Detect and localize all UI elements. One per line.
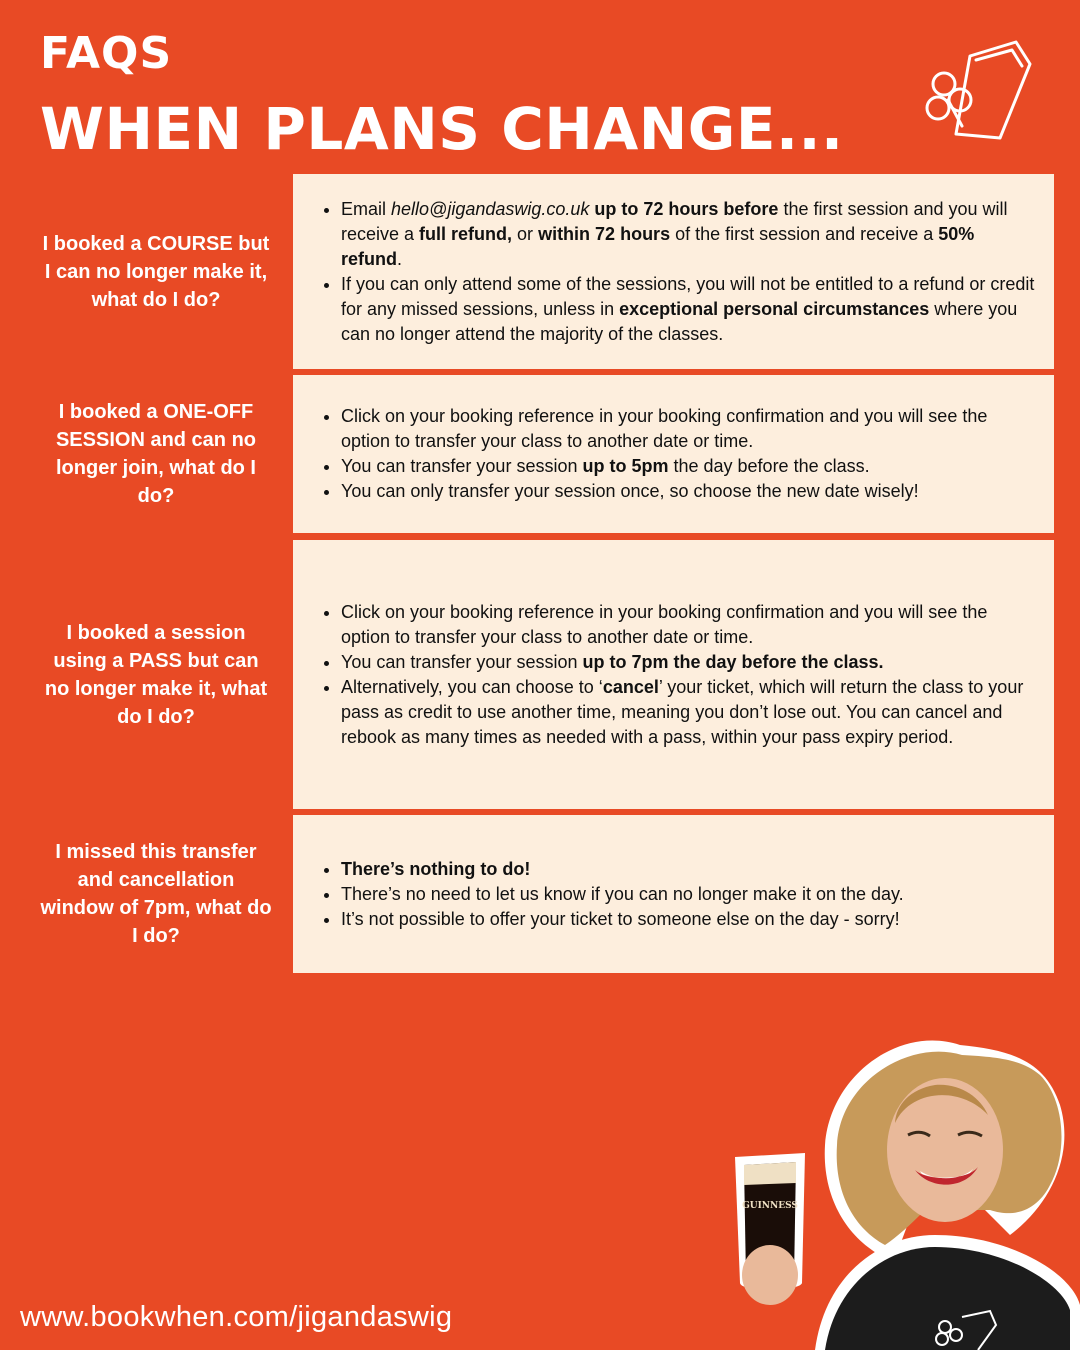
faq-answer-course: [293, 174, 1054, 369]
faq-question-pass: I booked a session using a PASS but can no longer make it, what do I do?: [44, 621, 268, 728]
photo-woman-with-pint: [730, 1005, 1080, 1350]
body-text: ’ your ticket, which will return the class to your pass as credit to use another time, meaning you don’t lose out. You can cancel and rebook as many times as needed with a pass, within your pass expiry period.: [341, 676, 1024, 747]
body-text: You can transfer your session: [341, 456, 583, 476]
faq-bullet-item: [341, 479, 1036, 504]
faq-answer-pass: [293, 540, 1054, 809]
bold-text: up to 7pm the day before the class.: [582, 651, 884, 672]
body-text: the day before the class.: [668, 456, 870, 476]
body-text: If you can only attend some of the sessions, you will not be entitled to a refund or credit for any missed sessions, unless in: [341, 273, 1035, 319]
website-link[interactable]: www.bookwhen.com/jigandaswig: [20, 1301, 453, 1333]
body-text: Email: [341, 198, 392, 219]
faq-bullet-item: [341, 650, 1036, 675]
faq-answer-list: [315, 197, 1036, 347]
email-text: hello@jigandaswig.co.uk: [391, 198, 590, 219]
body-text: It’s not possible to offer your ticket to someone else on the day - sorry!: [341, 908, 900, 929]
body-text: where you can no longer attend the majority of the classes.: [341, 298, 1018, 344]
bold-text: 50% refund: [341, 223, 975, 269]
body-text: There’s no need to let us know if you can no longer make it on the day.: [341, 883, 904, 904]
faq-bullet-item: [341, 272, 1036, 347]
bold-text: up to 72 hours before: [594, 198, 779, 219]
bold-text: within 72 hours: [538, 223, 671, 244]
body-text: the first session and you will receive a: [341, 198, 1008, 244]
faq-question-course: I booked a COURSE but I can no longer make it, what do I do?: [42, 232, 270, 311]
body-text: Click on your booking reference in your booking confirmation and you will see the option to transfer your class to another date or time.: [341, 406, 988, 451]
bold-text: up to 5pm: [582, 456, 669, 476]
faq-bullet-item: [341, 675, 1036, 750]
bold-text: full refund,: [419, 223, 513, 244]
body-text: You can only transfer your session once, so choose the new date wisely!: [341, 481, 919, 501]
faq-answer-one-off: [293, 375, 1054, 533]
faq-bullet-item: [341, 600, 1036, 650]
shamrock-pint-icon: [918, 38, 1034, 146]
body-text: Alternatively, you can choose to ‘: [341, 676, 603, 697]
faq-bullet-item: [341, 404, 1036, 454]
faq-bullet-item: [341, 882, 904, 907]
faq-answer-list: [315, 404, 1036, 504]
bold-text: cancel: [602, 676, 659, 697]
faqs-label: FAQS: [40, 28, 173, 79]
faq-bullet-item: [341, 197, 1036, 272]
faq-answer-missed: [293, 815, 1054, 973]
body-text: or: [512, 223, 539, 244]
faq-answer-list: [315, 857, 904, 932]
faq-bullet-item: [341, 857, 904, 882]
faq-question-one-off: I booked a ONE-OFF SESSION and can no longer join, what do I do?: [55, 401, 257, 507]
faq-bullet-item: [341, 454, 1036, 479]
bold-text: There’s nothing to do!: [341, 858, 531, 879]
faq-question-missed: I missed this transfer and cancellation window of 7pm, what do I do?: [40, 841, 272, 947]
body-text: You can transfer your session: [341, 651, 583, 672]
page-title: WHEN PLANS CHANGE...: [40, 95, 844, 163]
body-text: Click on your booking reference in your booking confirmation and you will see the option to transfer your class to another date or time.: [341, 601, 988, 647]
body-text: .: [397, 248, 403, 269]
body-text: of the first session and receive a: [670, 223, 939, 244]
glass-label: GUINNESS: [742, 1201, 798, 1211]
bold-text: exceptional personal circumstances: [619, 298, 930, 319]
faq-answer-list: [315, 600, 1036, 750]
faq-bullet-item: [341, 907, 904, 932]
